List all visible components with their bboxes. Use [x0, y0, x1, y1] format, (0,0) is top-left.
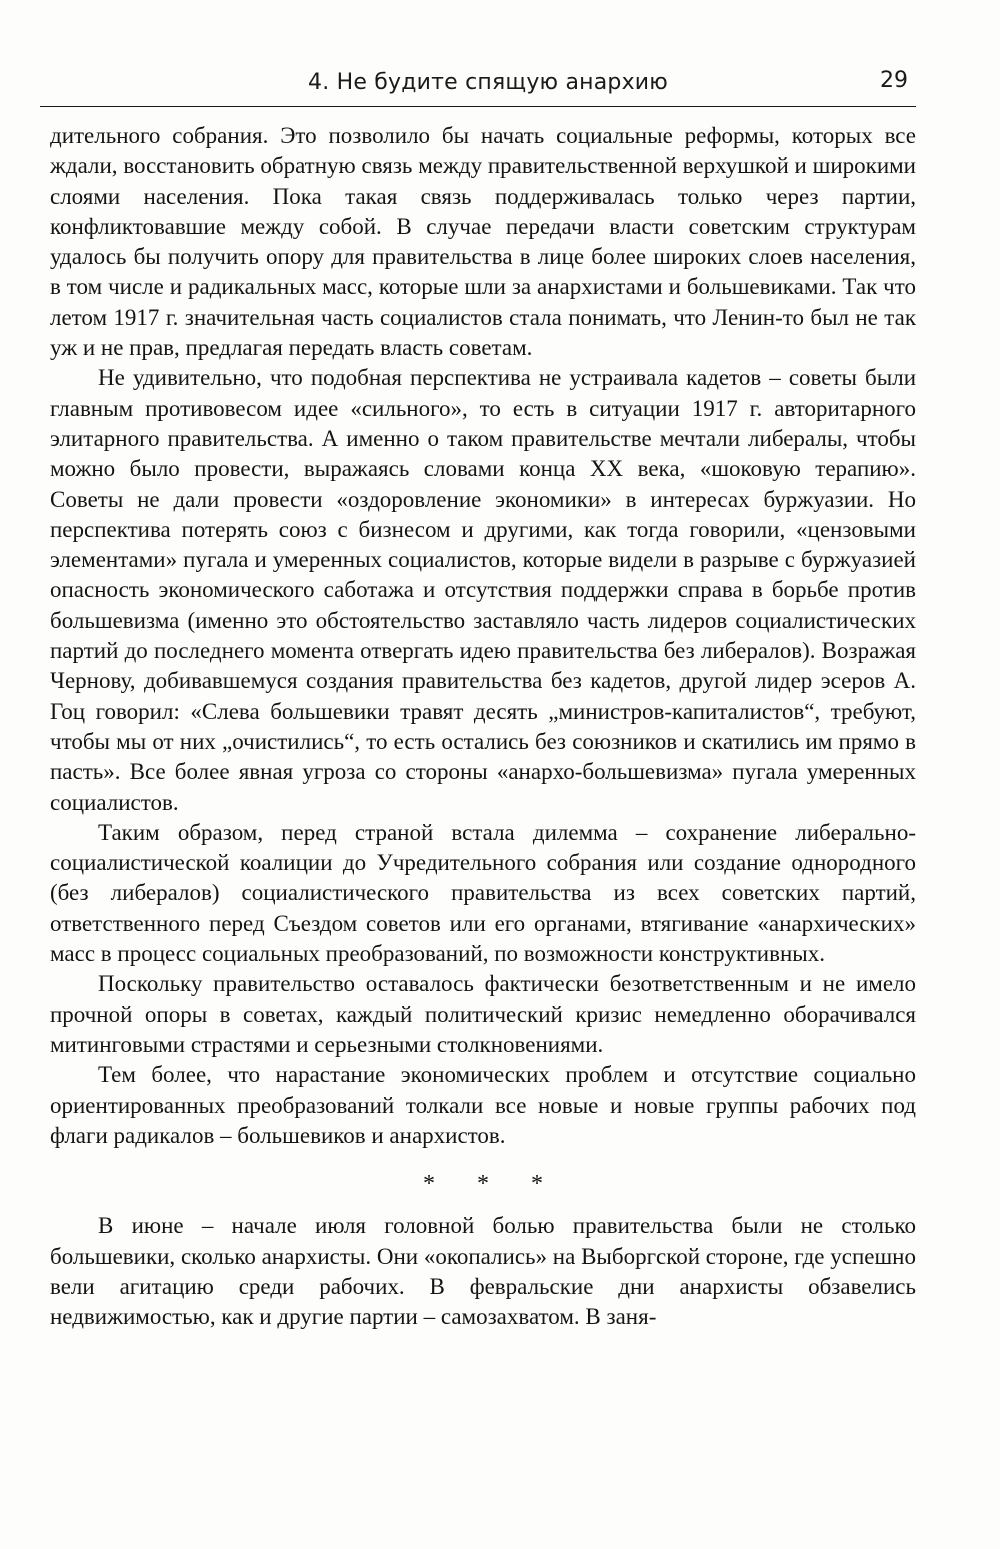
chapter-title: 4. Не будите спящую анархию [308, 70, 669, 95]
running-header [40, 62, 916, 107]
paragraph-3: Таким образом, перед страной встала дилемма – сохранение либерально-социалистической коалиции до Учредительного собрания или создание однородного (без либералов) социалистического правительства из всех советских партий, ответственного перед Съездом советов или его органами, втягивание «анархических» масс в процесс социальных преобразований, по возможности конструктивных. [50, 819, 916, 967]
page-number: 29 [880, 68, 908, 93]
body-text [50, 121, 916, 1333]
paragraph-2: Не удивительно, что подобная перспектива не устраивала кадетов – советы были главным противовесом идее «сильного», то есть в ситуации 1917 г. авторитарного элитарного правительства. А именно о таком правительстве мечтали либералы, чтобы можно было провести, выражаясь словами конца XX века, «шоковую терапию». Советы не дали провести «оздоровление экономики» в интересах буржуазии. Но перспектива потерять союз с бизнесом и другими, как тогда говорили, «цензовыми элементами» пугала и умеренных социалистов, которые видели в разрыве с буржуазией опасность экономического саботажа и отсутствия поддержки справа в борьбе против большевизма (именно это обстоятельство заставляло часть лидеров социалистических партий до последнего момента отвергать идею правительства без либералов). Возражая Чернову, добивавшемуся создания правительства без кадетов, другой лидер эсеров А. Гоц говорил: «Слева большевики травят десять „министров-капиталистов“, требуют, чтобы мы от них „очистились“, то есть остались без союзников и скатились им прямо в пасть». Все более явная угроза со стороны «анархо-большевизма» пугала умеренных социалистов. [50, 365, 916, 815]
paragraph-5: Тем более, что нарастание экономических проблем и отсутствие социально ориентированных преобразований толкали все новые и новые группы рабочих под флаги радикалов – большевиков и анархистов. [50, 1062, 916, 1148]
paragraph-4: Поскольку правительство оставалось фактически безответственным и не имело прочной опоры в советах, каждый политический кризис немедленно оборачивался митинговыми страстями и серьезными столкновениями. [50, 971, 916, 1057]
paragraph-6: В июне – начале июля головной болью правительства были не столько большевики, сколько анархисты. Они «окопались» на Выборгской стороне, где успешно вели агитацию среди рабочих. В февральские дни анархисты обзавелись недвижимостью, как и другие партии – самозахватом. В заня- [50, 1213, 916, 1330]
paragraph-1: дительного собрания. Это позволило бы начать социальные реформы, которых все ждали, восстановить обратную связь между правительственной верхушкой и широкими слоями населения. Пока такая связь поддерживалась только через партии, конфликтовавшие между собой. В случае передачи власти советским структурам удалось бы получить опору для правительства в лице более широких слоев населения, в том числе и радикальных масс, которые шли за анархистами и большевиками. Так что летом 1917 г. значительная часть социалистов стала понимать, что Ленин-то был не так уж и не прав, предлагая передать власть советам. [50, 123, 916, 361]
section-divider: * * * [423, 1171, 561, 1198]
